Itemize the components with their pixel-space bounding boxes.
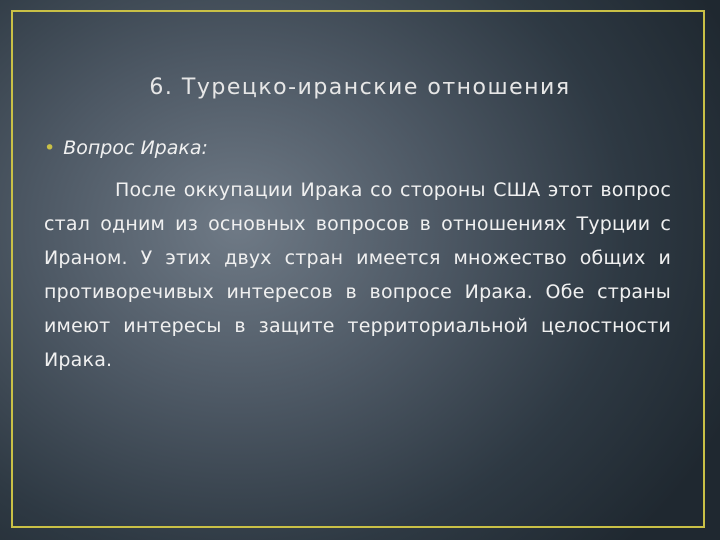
bullet-heading-text: Вопрос Ирака:	[63, 137, 208, 159]
slide-body-paragraph: После оккупации Ирака со стороны США этот вопрос стал одним из основных вопросов в отношениях Турции с Ираном. У этих двух стран имеется множество общих и противоречивых интересов в вопросе Ирака. Обе страны имеют интересы в защите территориальной целостности Ирака.	[44, 179, 671, 371]
slide-title: 6. Турецко-иранские отношения	[149, 75, 571, 100]
bullet-heading	[44, 137, 208, 159]
bullet-dot-icon: •	[44, 137, 56, 159]
